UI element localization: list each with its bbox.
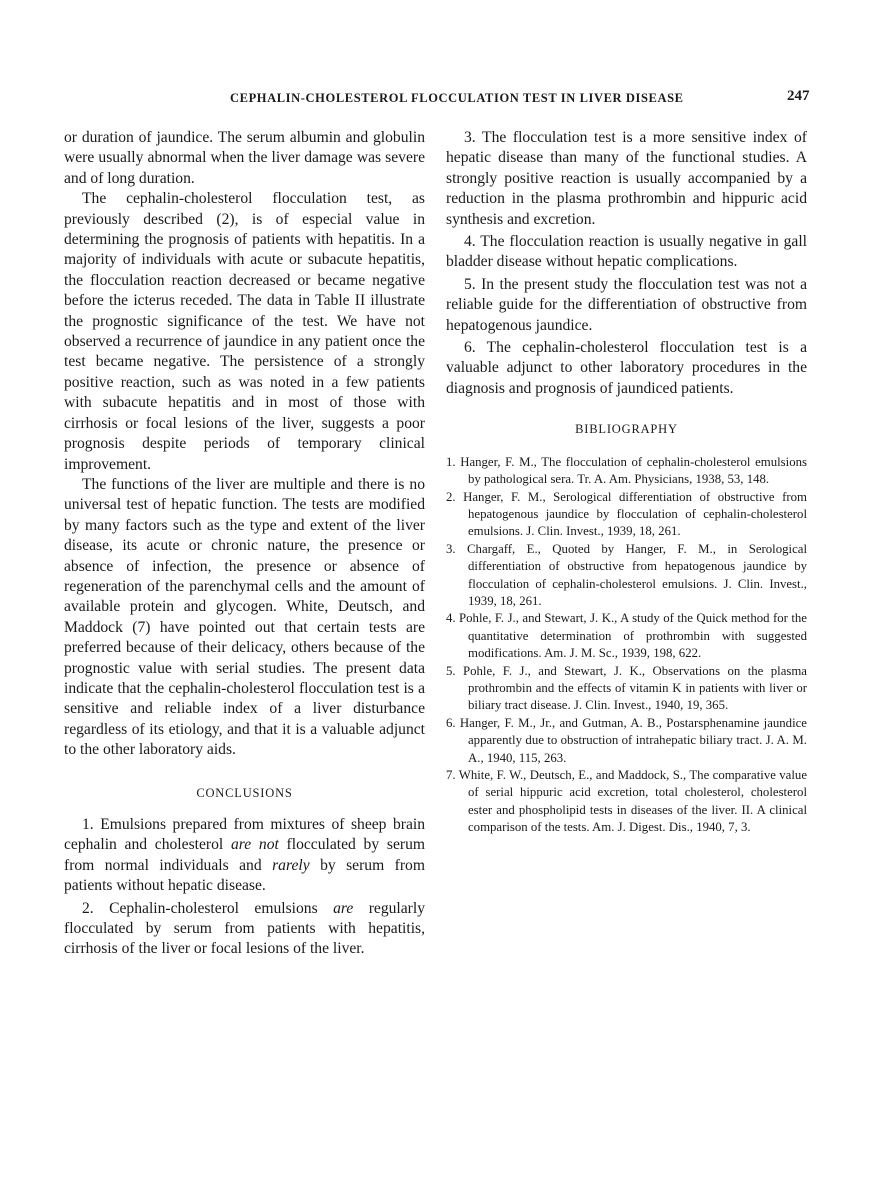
conclusion-text: by serum from patients without hepatic disease. [64, 856, 425, 895]
body-paragraph: The functions of the liver are multiple and there is no universal test of hepatic function. The tests are modified by many factors such as the type and extent of the liver disease, its acute or chronic nature, the presence or absence of infection, the presence or absence of regeneration of the parenchymal cells and the amount of available protein and glycogen. White, Deutsch, and Maddock (7) have pointed out that certain tests are preferred because of their delicacy, others because of the prognostic value with serial studies. The present data indicate that the cephalin-cholesterol flocculation test is a sensitive and reliable index of a liver disturbance regardless of its etiology, and that it is a valuable adjunct to the other laboratory aids. [64, 475, 425, 759]
conclusion-text: 1. Emulsions prepared from mixtures of sheep brain cephalin and cholesterol [64, 816, 425, 854]
emphasis: rarely [272, 856, 310, 874]
reference-text: 7. White, F. W., Deutsch, E., and Maddock, S., The comparative value of serial hippuric acid excretion, total cholesterol, cholesterol ester and phospholipid tests in diseases of the liver. II. A clinical comparison of the tests. Am. J. Digest. Dis., 1940, 7, 3. [446, 768, 807, 835]
conclusions-heading: CONCLUSIONS [196, 785, 293, 800]
reference-item [446, 489, 807, 541]
running-head: CEPHALIN-CHOLESTEROL FLOCCULATION TEST IN LIVER DISEASE [230, 91, 684, 105]
reference-text: 6. Hanger, F. M., Jr., and Gutman, A. B., Postarsphenamine jaundice apparently due to obstruction of intrahepatic biliary tract. J. A. M. A., 1940, 115, 263. [446, 715, 807, 765]
conclusion-item: 3. The flocculation test is a more sensitive index of hepatic disease than many of the functional studies. A strongly positive reaction is usually accompanied by a reduction in the plasma prothrombin and hippuric acid synthesis and excretion. [446, 129, 807, 228]
conclusion-item: 6. The cephalin-cholesterol flocculation test is a valuable adjunct to other laboratory procedures in the diagnosis and prognosis of jaundiced patients. [446, 339, 807, 397]
reference-item [446, 663, 807, 715]
reference-item [446, 454, 807, 489]
conclusion-text: 2. Cephalin-cholesterol emulsions [82, 899, 334, 917]
reference-text: 3. Chargaff, E., Quoted by Hanger, F. M., in Serological differentiation of obstructive from hepatogenous jaundice by flocculation of cephalin-cholesterol emulsions. J. Clin. Invest., 1939, 18, 261. [446, 541, 807, 608]
reference-item [446, 610, 807, 662]
reference-text: 4. Pohle, F. J., and Stewart, J. K., A study of the Quick method for the quantitative determination of prothrombin with suggested modifications. Am. J. M. Sc., 1939, 198, 622. [446, 611, 807, 661]
reference-list [446, 454, 807, 837]
emphasis: are not [230, 836, 279, 854]
right-column [446, 128, 807, 837]
left-column [64, 128, 425, 962]
reference-text: 5. Pohle, F. J., and Stewart, J. K., Observations on the plasma prothrombin and the effects of vitamin K in patients with liver or biliary tract disease. J. Clin. Invest., 1940, 19, 365. [446, 663, 807, 713]
emphasis: are [333, 899, 354, 917]
conclusion-item [64, 815, 425, 897]
conclusions-list-continued [446, 128, 807, 399]
conclusion-item: 4. The flocculation reaction is usually negative in gall bladder disease without hepatic complications. [446, 233, 807, 271]
body-paragraph: or duration of jaundice. The serum albumin and globulin were usually abnormal when the liver damage was severe and of long duration. [64, 129, 425, 187]
conclusion-text: flocculated by serum from normal individuals and [64, 836, 425, 874]
conclusion-item [64, 899, 425, 960]
reference-text: 2. Hanger, F. M., Serological differentiation of obstructive from hepatogenous jaundice by flocculation of cephalin-cholesterol emulsions. J. Clin. Invest., 1939, 18, 261. [446, 489, 807, 539]
conclusion-item: 5. In the present study the flocculation test was not a reliable guide for the differentiation of obstructive from hepatogenous jaundice. [446, 275, 807, 334]
reference-item [446, 715, 807, 767]
reference-text: 1. Hanger, F. M., The flocculation of cephalin-cholesterol emulsions by pathological sera. Tr. A. Am. Physicians, 1938, 53, 148. [446, 454, 807, 487]
bibliography-heading: BIBLIOGRAPHY [575, 422, 678, 437]
reference-item [446, 767, 807, 837]
conclusions-list [64, 815, 425, 960]
body-paragraph: The cephalin-cholesterol flocculation test, as previously described (2), is of especial value in determining the prognosis of patients with hepatitis. In a majority of individuals with acute or subacute hepatitis, the flocculation reaction decreased or became negative before the icterus receded. The data in Table II illustrate the prognostic significance of the test. We have not observed a recurrence of jaundice in any patient once the test became negative. The persistence of a strongly positive reaction, such as was noted in a few patients with subacute hepatitis and in most of those with cirrhosis or focal lesions of the liver, suggests a poor prognosis despite periods of temporary clinical improvement. [64, 190, 425, 473]
conclusion-text: regularly flocculated by serum from patients with hepatitis, cirrhosis of the liver or focal lesions of the liver. [64, 899, 425, 958]
reference-item [446, 541, 807, 611]
page-number: 247 [787, 88, 810, 104]
